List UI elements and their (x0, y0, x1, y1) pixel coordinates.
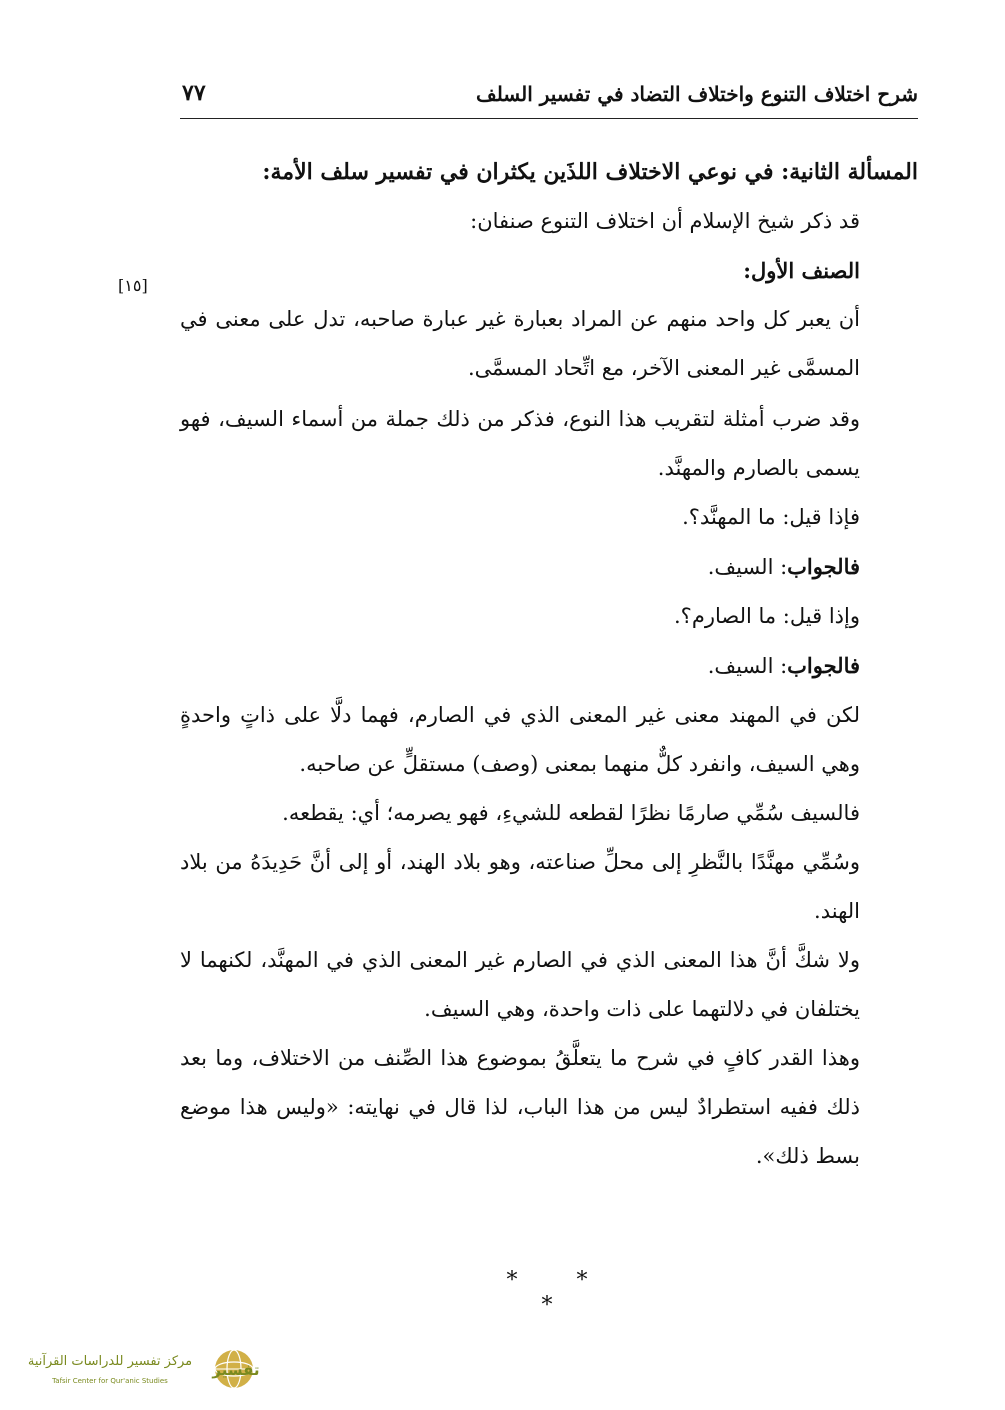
answer-text: : السيف. (707, 555, 788, 579)
paragraph-6: ولا شكَّ أنَّ هذا المعنى الذي في الصارم غير المعنى الذي في المهنَّد، لكنهما لا يختلفان في دلالتهما على ذات واحدة، وهي السيف. (180, 948, 860, 1021)
intro-paragraph: قد ذكر شيخ الإسلام أن اختلاف التنوع صنفان: (470, 209, 860, 233)
question-1: فإذا قيل: ما المهنَّد؟. (682, 505, 860, 529)
paragraph-7: وهذا القدر كافٍ في شرح ما يتعلَّقُ بموضوع هذا الصِّنف من الاختلاف، وما بعد ذلك ففيه استطرادٌ ليس من هذا الباب، لذا قال في نهايته: «وليس هذا موضع بسط ذلك». (180, 1046, 860, 1168)
question-2: وإذا قيل: ما الصارم؟. (674, 604, 860, 628)
answer-label: فالجواب (787, 554, 860, 579)
paragraph-3: لكن في المهند معنى غير المعنى الذي في الصارم، فهما دلَّا على ذاتٍ واحدةٍ وهي السيف، وانفرد كلٌّ منهما بمعنى (وصف) مستقلٍّ عن صاحبه. (180, 703, 860, 776)
logo-arabic-name: تفسير (212, 1361, 260, 1379)
globe-logo-icon (10, 1345, 260, 1395)
running-title: شرح اختلاف التنوع واختلاف التضاد في تفسير السلف (475, 82, 918, 106)
section-divider-stars: * * * (506, 1268, 614, 1318)
page-number: ٧٧ (182, 80, 206, 106)
page-header (180, 78, 918, 119)
paragraph-2: وقد ضرب أمثلة لتقريب هذا النوع، فذكر من ذلك جملة من أسماء السيف، فهو يسمى بالصارم والمهنَّد. (180, 407, 860, 480)
logo-english-text: Tafsir Center for Qur'anic Studies (52, 1377, 168, 1385)
logo-arabic-subtitle: مركز تفسير للدراسات القرآنية (27, 1354, 193, 1369)
subsection-title: الصنف الأول: (743, 258, 860, 283)
publisher-logo (10, 1345, 260, 1395)
margin-marker: [١٥] (118, 276, 148, 295)
paragraph-1: أن يعبر كل واحد منهم عن المراد بعبارة غير عبارة صاحبه، تدل على معنى في المسمَّى غير المعنى الآخر، مع اتِّحاد المسمَّى. (180, 307, 860, 380)
paragraph-5: وسُمِّي مهنَّدًا بالنَّظرِ إلى محلِّ صناعته، وهو بلاد الهند، أو إلى أنَّ حَدِيدَهُ من بلاد الهند. (180, 850, 860, 923)
answer-2 (180, 641, 918, 691)
body-text (180, 148, 918, 1181)
answer-label: فالجواب (787, 653, 860, 678)
section-heading: المسألة الثانية: في نوعي الاختلاف اللذَين يكثران في تفسير سلف الأمة: (262, 159, 918, 185)
paragraph-4: فالسيف سُمِّي صارمًا نظرًا لقطعه للشيءِ، فهو يصرمه؛ أي: يقطعه. (282, 801, 860, 825)
answer-text: : السيف. (707, 654, 788, 678)
answer-1 (180, 542, 918, 592)
